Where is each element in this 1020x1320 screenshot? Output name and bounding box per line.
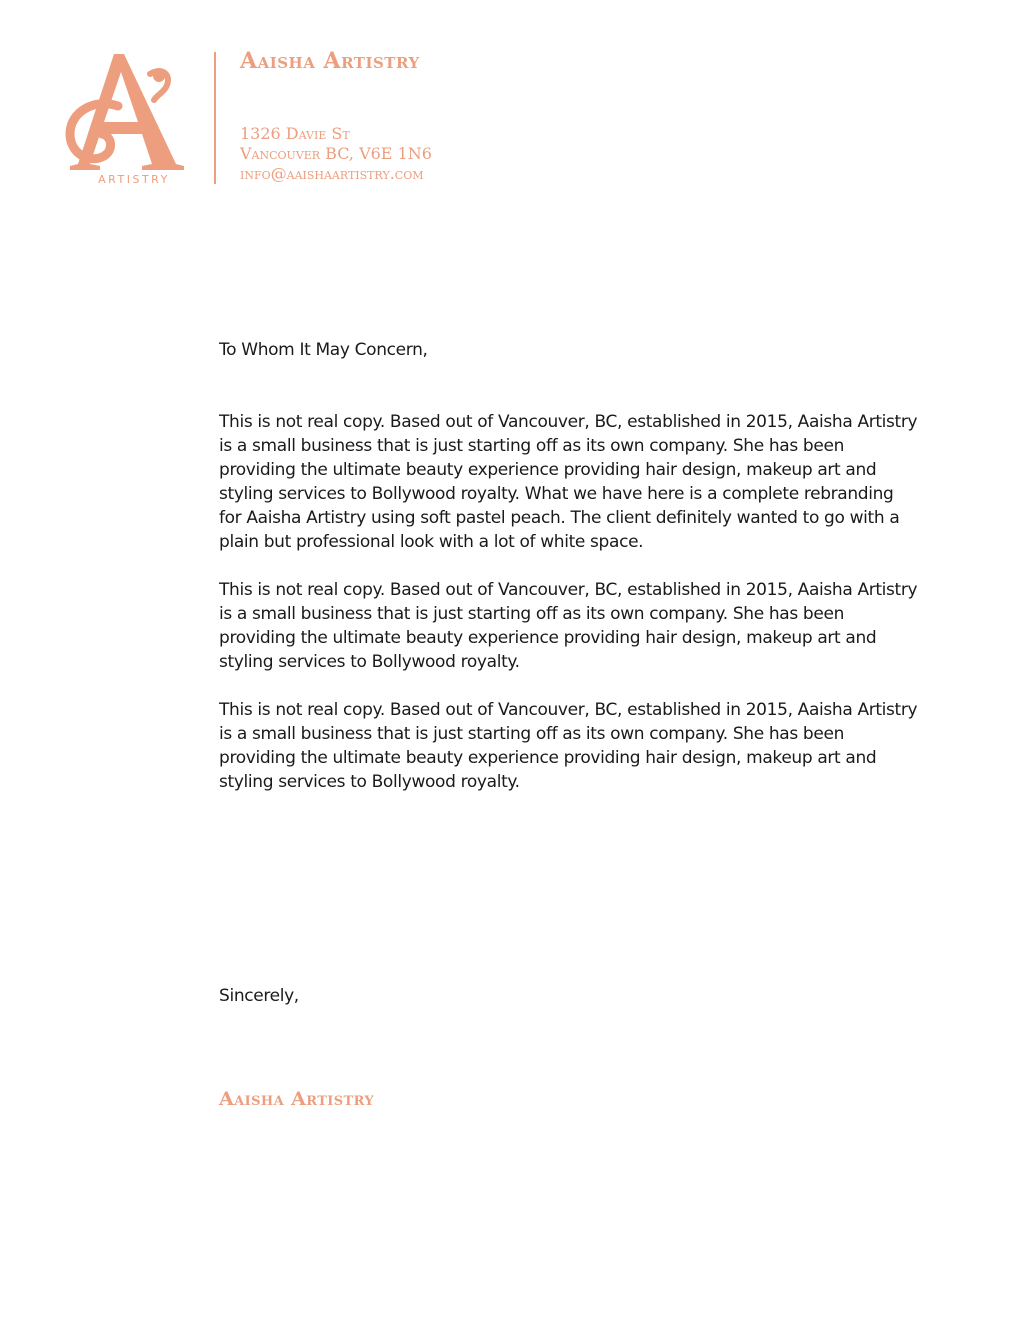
letter-paragraph: This is not real copy. Based out of Vancouver, BC, established in 2015, Aaisha Artistry is a small business that is just starting off as its own company. She has been providing the ultimate beauty experience providing hair design, makeup art and styling services to Bollywood royalty. bbox=[219, 700, 918, 792]
letter-body bbox=[219, 338, 919, 794]
letter-closing: Sincerely, bbox=[219, 986, 299, 1006]
aa-monogram-logo-icon bbox=[64, 48, 192, 188]
address-email: info@aaishaartistry.com bbox=[240, 164, 424, 183]
header-divider bbox=[214, 52, 216, 184]
company-address bbox=[240, 124, 432, 184]
address-city: Vancouver BC, V6E 1N6 bbox=[240, 144, 432, 163]
letter-paragraph: This is not real copy. Based out of Vancouver, BC, established in 2015, Aaisha Artistry is a small business that is just starting off as its own company. She has been providing the ultimate beauty experience providing hair design, makeup art and styling services to Bollywood royalty. bbox=[219, 580, 918, 672]
logo-wordmark: ARTISTRY bbox=[98, 173, 170, 186]
company-name: Aaisha Artistry bbox=[240, 48, 420, 74]
letter-paragraph: This is not real copy. Based out of Vancouver, BC, established in 2015, Aaisha Artistry is a small business that is just starting off as its own company. She has been providing the ultimate beauty experience providing hair design, makeup art and styling services to Bollywood royalty. What we have here is a complete rebranding for Aaisha Artistry using soft pastel peach. The client definitely wanted to go with a plain but professional look with a lot of white space. bbox=[219, 412, 918, 552]
letter-greeting: To Whom It May Concern, bbox=[219, 340, 428, 360]
address-street: 1326 Davie St bbox=[240, 124, 350, 143]
company-logo bbox=[64, 48, 192, 188]
letter-signature: Aaisha Artistry bbox=[219, 1088, 375, 1110]
